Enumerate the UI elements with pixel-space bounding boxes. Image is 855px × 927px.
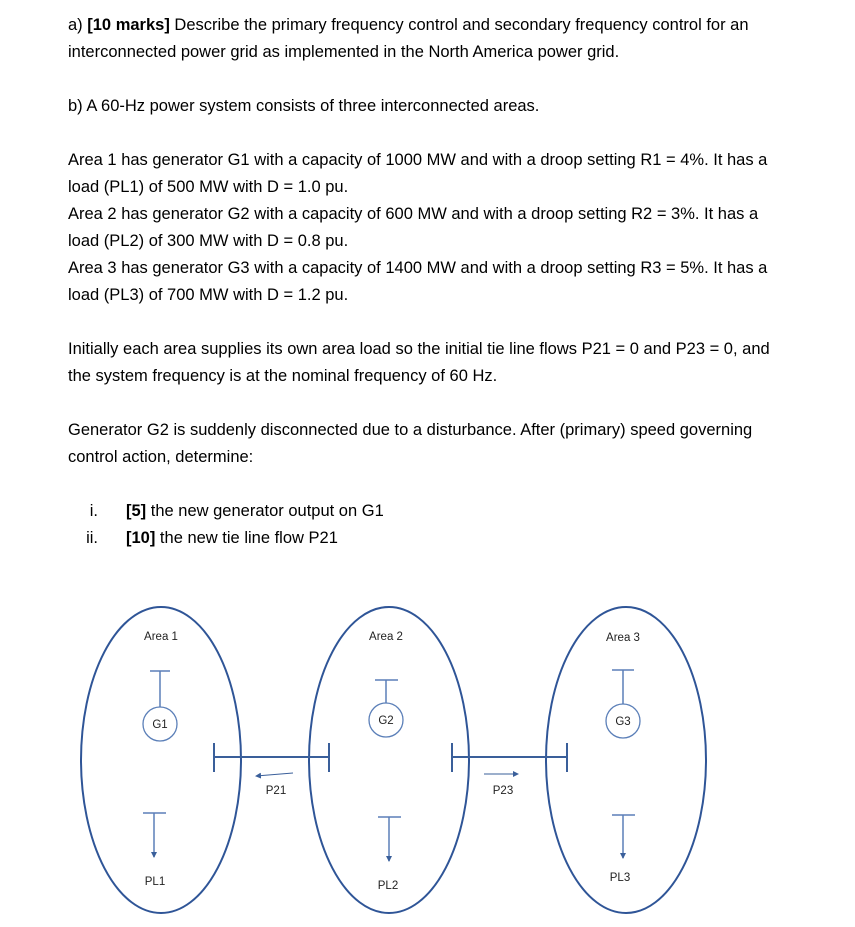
area-3-line-2: load (PL3) of 700 MW with D = 1.2 pu. — [68, 286, 349, 304]
area-1-label: Area 1 — [144, 631, 178, 643]
generator-g2-label: G2 — [378, 715, 394, 727]
sub-question-text: the new generator output on G1 — [146, 502, 384, 520]
area-1-line-2: load (PL1) of 500 MW with D = 1.0 pu. — [68, 178, 349, 196]
sub-question-marks: [10] — [126, 529, 156, 547]
disturbance-line-2: control action, determine: — [68, 448, 254, 466]
sub-question-number: i. — [89, 502, 98, 520]
tie-line-p21 — [214, 743, 329, 797]
generator-g1 — [143, 671, 177, 741]
load-pl2 — [378, 817, 401, 892]
generator-g3 — [606, 670, 640, 738]
question-a — [68, 12, 828, 66]
area-3-boundary — [546, 607, 706, 913]
load-pl2-label: PL2 — [377, 880, 399, 892]
generator-g1-label: G1 — [152, 719, 168, 731]
tie-line-p23-label: P23 — [492, 785, 514, 797]
question-a-label: a) — [68, 16, 88, 34]
area-1-boundary — [81, 607, 241, 913]
disturbance-line-1: Generator G2 is suddenly disconnected due to a disturbance. After (primary) speed governing — [68, 421, 753, 439]
initial-conditions — [68, 336, 828, 390]
generator-g3-label: G3 — [615, 716, 631, 728]
sub-question-marks: [5] — [126, 502, 147, 520]
load-pl1 — [143, 813, 166, 888]
sub-question-number: ii. — [86, 529, 98, 547]
generator-g2 — [369, 680, 403, 737]
load-pl1-label: PL1 — [144, 876, 166, 888]
area-descriptions — [68, 147, 828, 309]
area-2-boundary — [309, 607, 469, 913]
question-a-text: Describe the primary frequency control and secondary frequency control for an interconnected power grid as implemented in the North America power grid. — [68, 16, 749, 61]
load-pl3-label: PL3 — [609, 872, 631, 884]
load-pl3 — [610, 815, 635, 884]
initial-line-1: Initially each area supplies its own area load so the initial tie line flows P21 = 0 and P23 = 0, and — [68, 340, 770, 358]
p21-flow-arrow — [256, 773, 293, 776]
three-area-diagram — [0, 600, 855, 927]
question-b-intro: b) A 60-Hz power system consists of three interconnected areas. — [68, 97, 540, 115]
problem-text — [68, 12, 828, 471]
area-2-line-1: Area 2 has generator G2 with a capacity of 600 MW and with a droop setting R2 = 3%. It has a — [68, 205, 759, 223]
disturbance-text — [68, 417, 828, 471]
area-3-label: Area 3 — [606, 632, 640, 644]
area-2-label: Area 2 — [369, 631, 403, 643]
area-2-line-2: load (PL2) of 300 MW with D = 0.8 pu. — [68, 232, 349, 250]
tie-line-p21-label: P21 — [265, 785, 287, 797]
area-1-line-1: Area 1 has generator G1 with a capacity of 1000 MW and with a droop setting R1 = 4%. It has a — [68, 151, 768, 169]
question-a-marks: [10 marks] — [87, 16, 170, 34]
initial-line-2: the system frequency is at the nominal frequency of 60 Hz. — [68, 367, 498, 385]
area-3-line-1: Area 3 has generator G3 with a capacity of 1400 MW and with a droop setting R3 = 5%. It has a — [68, 259, 768, 277]
sub-question-text: the new tie line flow P21 — [155, 529, 338, 547]
